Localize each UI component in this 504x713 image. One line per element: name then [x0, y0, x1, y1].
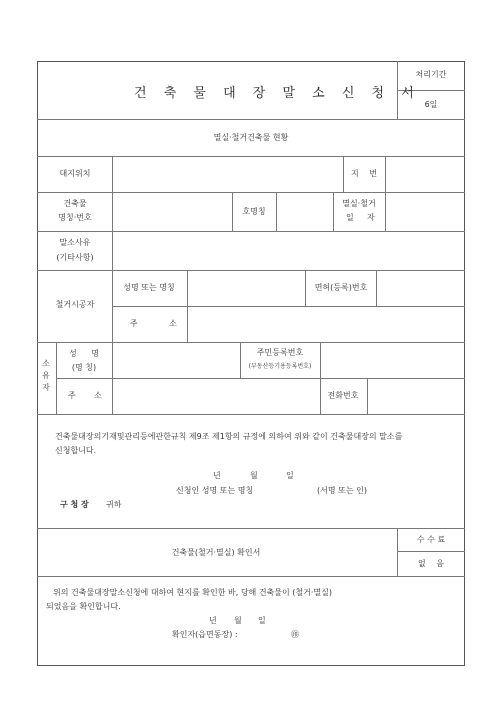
row-divider — [397, 551, 465, 552]
row-divider — [56, 378, 465, 379]
confirm-month-label: 월 — [234, 616, 242, 625]
column-divider — [343, 156, 344, 192]
processing-period-value: 6일 — [424, 100, 438, 109]
fee-value: 없 음 — [418, 559, 444, 568]
column-divider — [333, 192, 334, 231]
owner-label-char-1: 소 — [42, 359, 50, 368]
owner-address-label-a: 주 — [68, 391, 76, 400]
reason-sublabel: (기타사항) — [56, 253, 94, 262]
section-heading: 멸실·철거건축물 현황 — [213, 133, 289, 142]
date-month-label: 월 — [250, 471, 258, 480]
row-divider — [37, 342, 465, 343]
column-divider — [276, 192, 277, 231]
owner-title-label: (명 칭) — [71, 363, 97, 372]
confirmation-text: 위의 건축물대장말소신청에 대하여 현지를 확인한 바, 당해 건축물이 (철거·멸실) — [53, 588, 332, 597]
owner-address-label-b: 소 — [94, 391, 102, 400]
site-location-label: 대지위치 — [59, 169, 91, 178]
registration-number-label: (부동산등기용등록번호) — [248, 363, 312, 370]
row-divider — [37, 119, 465, 120]
column-divider — [56, 342, 57, 414]
confirmation-text-end: 되었음을 확인합니다. — [46, 602, 121, 611]
column-divider — [397, 528, 398, 576]
demolition-date-label: 멸실·철거 — [342, 199, 376, 208]
contractor-address-label-a: 주 — [130, 319, 138, 328]
addressee-label: 구 청 장 — [60, 500, 89, 509]
date-year-label: 년 — [213, 471, 221, 480]
column-divider — [367, 378, 368, 414]
fee-label: 수 수 료 — [416, 535, 446, 544]
applicant-label: 신청인 성명 또는 명칭 — [176, 486, 254, 495]
form-title: 건 축 물 대 장 말 소 신 청 서 — [134, 86, 421, 101]
signature-label: (서명 또는 인) — [317, 486, 367, 495]
license-number-label: 면허(등록)번호 — [314, 283, 368, 292]
confirm-year-label: 년 — [209, 616, 217, 625]
contractor-label: 철거시공자 — [55, 300, 95, 309]
confirmer-label: 확인자(읍면동장) : — [172, 630, 238, 639]
owner-label-char-2: 유 — [42, 371, 50, 380]
column-divider — [187, 270, 188, 342]
confirmation-title: 건축물(철거·멸실) 확인서 — [171, 548, 261, 557]
statement-text-end: 신청합니다. — [55, 446, 97, 455]
row-divider — [37, 528, 465, 529]
building-name-label: 건축물 — [63, 199, 87, 208]
addressee-suffix: 귀하 — [106, 500, 122, 509]
seal-mark: ㊞ — [291, 630, 299, 639]
confirm-day-label: 일 — [258, 616, 266, 625]
unit-name-label: 호명칭 — [242, 207, 266, 216]
column-divider — [240, 342, 241, 378]
column-divider — [320, 342, 321, 414]
row-divider — [37, 231, 465, 232]
row-divider — [37, 576, 465, 577]
phone-label: 전화번호 — [327, 391, 359, 400]
owner-label-char-3: 자 — [42, 383, 50, 392]
contractor-name-label: 성명 또는 명칭 — [123, 283, 175, 292]
column-divider — [385, 192, 386, 231]
column-divider — [385, 156, 386, 192]
processing-period-label: 처리기간 — [415, 70, 447, 79]
contractor-address-label-b: 소 — [169, 319, 177, 328]
date-day-label: 일 — [286, 471, 294, 480]
column-divider — [112, 342, 113, 414]
demolition-date-label-b: 자 — [367, 213, 375, 222]
row-divider — [37, 192, 465, 193]
row-divider — [37, 156, 465, 157]
row-divider — [37, 270, 465, 271]
column-divider — [376, 270, 377, 306]
owner-name-label: 성 명 — [69, 349, 99, 358]
lot-number-label: 지 번 — [351, 169, 377, 178]
demolition-date-label-a: 일 — [346, 213, 354, 222]
statement-text: 건축물대장의기재및관리등에관한규칙 제9조 제1항의 규정에 의하여 위와 같이 건축물대장의 말소를 — [55, 432, 403, 441]
column-divider — [232, 192, 233, 231]
column-divider — [305, 270, 306, 306]
reason-label: 말소사유 — [59, 238, 91, 247]
resident-number-label: 주민등록번호 — [256, 348, 304, 357]
row-divider — [112, 306, 465, 307]
building-number-label: 명칭·번호 — [58, 213, 92, 222]
column-divider — [112, 156, 113, 342]
row-divider — [37, 414, 465, 415]
